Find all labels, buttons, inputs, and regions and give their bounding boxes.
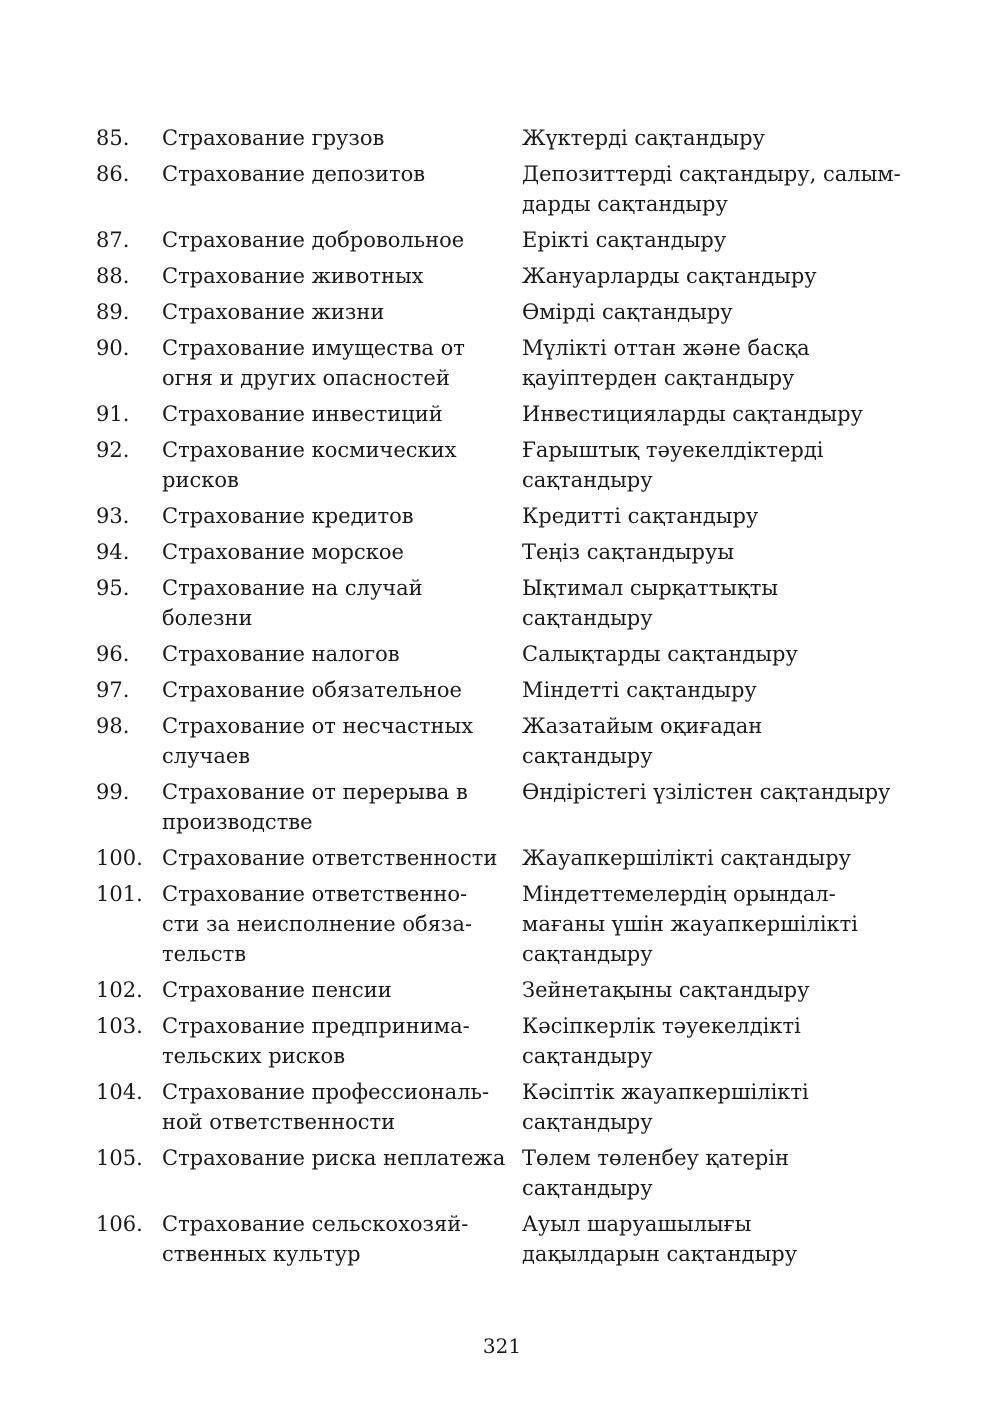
entry-term-kazakh: Теңіз сақтандыруы: [522, 540, 735, 564]
glossary-entry: [96, 675, 926, 705]
glossary-entry: [96, 297, 926, 327]
entry-term-russian: Страхование сельскохозяй- ственных культур: [162, 1212, 469, 1266]
glossary-entry: [96, 399, 926, 429]
entry-term-kazakh: Міндеттемелердің орындал- мағаны үшін жауапкершілікті сақтандыру: [522, 882, 858, 966]
entry-number: 94.: [96, 540, 130, 564]
entry-number: 97.: [96, 678, 130, 702]
entry-term-russian: Страхование имущества от огня и других опасностей: [162, 336, 465, 390]
entry-term-russian: Страхование предпринима- тельских рисков: [162, 1014, 470, 1068]
glossary-entry: [96, 1077, 926, 1137]
entry-number: 85.: [96, 126, 130, 150]
entry-term-russian: Страхование животных: [162, 264, 424, 288]
glossary-entry: [96, 843, 926, 873]
entry-term-russian: Страхование на случай болезни: [162, 576, 423, 630]
entry-number: 86.: [96, 162, 130, 186]
glossary-entry: [96, 333, 926, 393]
entry-term-kazakh: Ықтимал сырқаттықты сақтандыру: [522, 576, 779, 630]
entry-term-russian: Страхование пенсии: [162, 978, 392, 1002]
entry-term-kazakh: Ғарыштық тәуекелдіктерді сақтандыру: [522, 438, 824, 492]
glossary-entry: [96, 777, 926, 837]
entry-term-russian: Страхование космических рисков: [162, 438, 457, 492]
entry-number: 103.: [96, 1014, 143, 1038]
glossary-entry: [96, 1143, 926, 1203]
entry-term-russian: Страхование риска неплатежа: [162, 1146, 506, 1170]
entry-term-kazakh: Ауыл шаруашылығы дақылдарын сақтандыру: [522, 1212, 798, 1266]
glossary-entry: [96, 225, 926, 255]
entry-number: 104.: [96, 1080, 143, 1104]
entry-number: 88.: [96, 264, 130, 288]
entry-term-kazakh: Салықтарды сақтандыру: [522, 642, 798, 666]
entry-term-russian: Страхование жизни: [162, 300, 385, 324]
entry-term-russian: Страхование профессиональ- ной ответственности: [162, 1080, 490, 1134]
glossary-entry: [96, 639, 926, 669]
entry-number: 92.: [96, 438, 130, 462]
entry-term-russian: Страхование обязательное: [162, 678, 462, 702]
entry-term-kazakh: Ерікті сақтандыру: [522, 228, 727, 252]
entry-term-russian: Страхование ответственности: [162, 846, 498, 870]
entry-term-kazakh: Кредитті сақтандыру: [522, 504, 759, 528]
glossary-entry: [96, 261, 926, 291]
entry-term-kazakh: Міндетті сақтандыру: [522, 678, 757, 702]
entry-number: 90.: [96, 336, 130, 360]
entry-number: 96.: [96, 642, 130, 666]
glossary-entry: [96, 879, 926, 969]
entry-term-kazakh: Өмірді сақтандыру: [522, 300, 733, 324]
entry-term-russian: Страхование добровольное: [162, 228, 465, 252]
entry-number: 93.: [96, 504, 130, 528]
entry-term-kazakh: Депозиттерді сақтандыру, салым- дарды сақтандыру: [522, 162, 901, 216]
entry-number: 99.: [96, 780, 130, 804]
entry-number: 95.: [96, 576, 130, 600]
glossary-entry: [96, 435, 926, 495]
entry-number: 101.: [96, 882, 143, 906]
entry-term-kazakh: Кәсіпкерлік тәуекелдікті сақтандыру: [522, 1014, 801, 1068]
glossary-entry: [96, 501, 926, 531]
entry-term-kazakh: Жүктерді сақтандыру: [522, 126, 765, 150]
glossary-entry: [96, 1209, 926, 1269]
glossary-entry: [96, 159, 926, 219]
glossary-entry: [96, 711, 926, 771]
entry-number: 105.: [96, 1146, 143, 1170]
entry-term-kazakh: Төлем төленбеу қатерін сақтандыру: [522, 1146, 790, 1200]
entry-number: 100.: [96, 846, 143, 870]
entry-term-russian: Страхование грузов: [162, 126, 385, 150]
entry-term-russian: Страхование депозитов: [162, 162, 426, 186]
entry-term-kazakh: Жауапкершілікті сақтандыру: [522, 846, 851, 870]
entry-term-kazakh: Жазатайым оқиғадан сақтандыру: [522, 714, 763, 768]
glossary-entry: [96, 537, 926, 567]
glossary-entry: [96, 975, 926, 1005]
entry-number: 98.: [96, 714, 130, 738]
entry-number: 87.: [96, 228, 130, 252]
glossary-entry: [96, 1011, 926, 1071]
entry-term-russian: Страхование налогов: [162, 642, 400, 666]
entry-number: 91.: [96, 402, 130, 426]
entry-term-kazakh: Инвестицияларды сақтандыру: [522, 402, 863, 426]
entry-number: 102.: [96, 978, 143, 1002]
entry-term-russian: Страхование от перерыва в производстве: [162, 780, 468, 834]
entry-term-kazakh: Өндірістегі үзілістен сақтандыру: [522, 780, 891, 804]
glossary-entry: [96, 573, 926, 633]
entry-number: 89.: [96, 300, 130, 324]
entry-term-russian: Страхование ответственно- сти за неисполнение обяза- тельств: [162, 882, 472, 966]
entry-term-russian: Страхование кредитов: [162, 504, 414, 528]
page-number: 321: [482, 1334, 522, 1358]
entry-term-kazakh: Кәсіптік жауапкершілікті сақтандыру: [522, 1080, 809, 1134]
entry-term-russian: Страхование морское: [162, 540, 404, 564]
entry-term-russian: Страхование от несчастных случаев: [162, 714, 474, 768]
entry-term-russian: Страхование инвестиций: [162, 402, 443, 426]
entry-term-kazakh: Зейнетақыны сақтандыру: [522, 978, 810, 1002]
glossary-list: [96, 123, 926, 1275]
entry-number: 106.: [96, 1212, 143, 1236]
glossary-entry: [96, 123, 926, 153]
entry-term-kazakh: Мүлікті оттан және басқа қауіптерден сақтандыру: [522, 336, 810, 390]
entry-term-kazakh: Жануарларды сақтандыру: [522, 264, 817, 288]
